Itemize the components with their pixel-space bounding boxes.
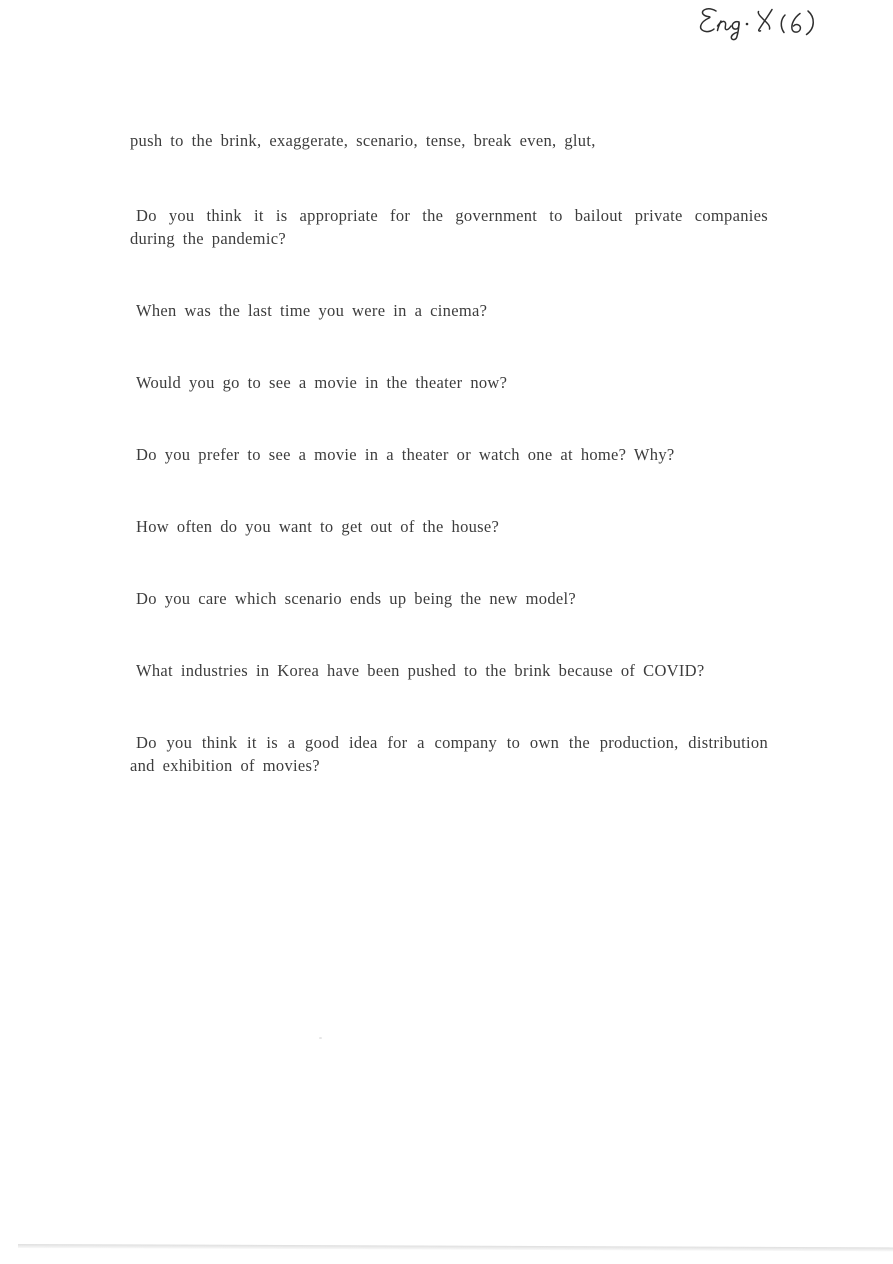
handwritten-note xyxy=(694,2,842,44)
question-4: Do you prefer to see a movie in a theater or watch one at home? Why? xyxy=(136,445,675,464)
question-8: Do you think it is a good idea for a company to own the production, distribution and exhibition of movies? xyxy=(130,733,768,775)
scan-edge-artifact xyxy=(18,1244,893,1251)
question-5: How often do you want to get out of the house? xyxy=(136,517,500,536)
question-3: Would you go to see a movie in the theater now? xyxy=(136,373,508,392)
document-body xyxy=(130,129,768,777)
vocabulary-line: push to the brink, exaggerate, scenario, tense, break even, glut, xyxy=(130,131,596,150)
question-1: Do you think it is appropriate for the government to bailout private companies during the pandemic? xyxy=(130,206,768,248)
question-2: When was the last time you were in a cinema? xyxy=(136,301,488,320)
question-7: What industries in Korea have been pushed to the brink because of COVID? xyxy=(136,661,705,680)
handwriting-strokes xyxy=(694,2,842,44)
question-6: Do you care which scenario ends up being the new model? xyxy=(136,589,577,608)
scan-speck xyxy=(319,1037,322,1039)
